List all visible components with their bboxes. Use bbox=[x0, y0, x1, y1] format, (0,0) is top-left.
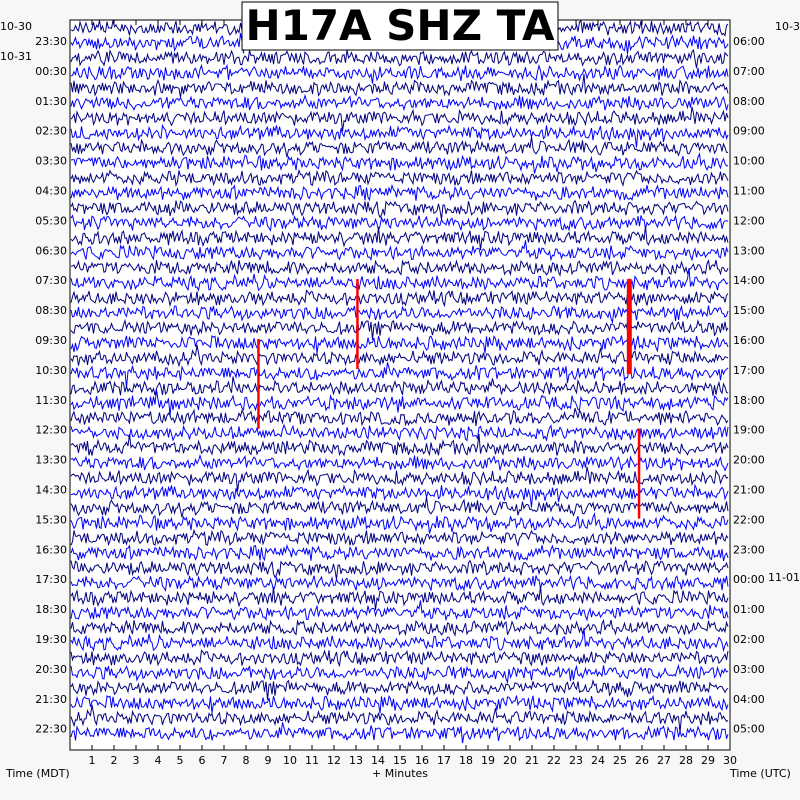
x-tick-label: 8 bbox=[242, 754, 250, 767]
left-time-label: 06:30 bbox=[35, 244, 67, 258]
x-tick-label: 17 bbox=[437, 754, 451, 767]
right-time-label: 19:00 bbox=[733, 423, 765, 437]
x-tick-label: 5 bbox=[176, 754, 184, 767]
right-time-label: 10:00 bbox=[733, 154, 765, 168]
x-tick-label: 9 bbox=[264, 754, 272, 767]
left-time-label: 22:30 bbox=[35, 722, 67, 736]
x-axis-label-left: Time (MDT) bbox=[6, 767, 70, 780]
chart-title: H17A SHZ TA bbox=[245, 1, 555, 50]
right-time-label: 02:00 bbox=[733, 633, 765, 646]
right-time-label: 06:00 bbox=[733, 35, 765, 48]
left-time-label: 12:30 bbox=[35, 423, 67, 437]
x-tick-label: 21 bbox=[525, 754, 539, 767]
x-tick-label: 10 bbox=[283, 754, 297, 767]
right-time-label: 23:00 bbox=[733, 543, 765, 557]
event-marker bbox=[627, 279, 632, 374]
left-time-label: 21:30 bbox=[35, 692, 67, 706]
left-time-label: 04:30 bbox=[35, 184, 67, 198]
x-tick-label: 30 bbox=[723, 754, 737, 767]
left-time-label: 03:30 bbox=[35, 154, 67, 168]
x-tick-label: 26 bbox=[635, 754, 649, 767]
left-time-label: 02:30 bbox=[35, 124, 67, 138]
x-tick-label: 7 bbox=[220, 754, 228, 767]
left-date-label-2: 10-31 bbox=[0, 50, 32, 63]
x-tick-label: 28 bbox=[679, 754, 693, 767]
right-date-label-2: 11-01 bbox=[768, 571, 800, 584]
right-time-label: 20:00 bbox=[733, 453, 765, 467]
x-tick-label: 16 bbox=[415, 754, 429, 767]
left-time-label: 23:30 bbox=[35, 35, 67, 48]
right-time-label: 07:00 bbox=[733, 64, 765, 78]
x-tick-label: 25 bbox=[613, 754, 627, 767]
x-tick-label: 24 bbox=[591, 754, 605, 767]
x-tick-label: 23 bbox=[569, 754, 583, 767]
right-time-label: 18:00 bbox=[733, 393, 765, 407]
right-time-label: 11:00 bbox=[733, 184, 765, 198]
right-time-label: 03:00 bbox=[733, 662, 765, 676]
right-time-label: 09:00 bbox=[733, 124, 765, 138]
x-tick-label: 1 bbox=[88, 754, 96, 767]
x-tick-label: 15 bbox=[393, 754, 407, 767]
right-time-label: 00:00 bbox=[733, 573, 765, 587]
left-time-label: 08:30 bbox=[35, 304, 67, 318]
left-time-label: 16:30 bbox=[35, 543, 67, 557]
x-tick-label: 2 bbox=[110, 754, 118, 767]
left-time-label: 13:30 bbox=[35, 453, 67, 467]
right-time-axis bbox=[733, 35, 765, 736]
x-axis-label-right: Time (UTC) bbox=[730, 767, 791, 780]
x-tick-label: 29 bbox=[701, 754, 715, 767]
left-time-axis bbox=[35, 35, 67, 736]
x-tick-label: 20 bbox=[503, 754, 517, 767]
right-time-label: 16:00 bbox=[733, 334, 765, 347]
right-time-label: 15:00 bbox=[733, 304, 765, 318]
left-time-label: 14:30 bbox=[35, 483, 67, 497]
left-time-label: 01:30 bbox=[35, 94, 67, 108]
right-time-label: 14:00 bbox=[733, 274, 765, 288]
left-time-label: 09:30 bbox=[35, 334, 67, 347]
right-time-label: 12:00 bbox=[733, 214, 765, 228]
left-date-label-1: 10-30 bbox=[0, 20, 32, 33]
right-time-label: 08:00 bbox=[733, 94, 765, 108]
event-marker bbox=[257, 339, 260, 429]
right-time-label: 17:00 bbox=[733, 363, 765, 377]
right-time-label: 22:00 bbox=[733, 513, 765, 527]
left-time-label: 00:30 bbox=[35, 64, 67, 78]
left-time-label: 05:30 bbox=[35, 214, 67, 228]
x-tick-label: 19 bbox=[481, 754, 495, 767]
x-tick-label: 6 bbox=[198, 754, 206, 767]
right-time-label: 04:00 bbox=[733, 692, 765, 706]
right-time-label: 01:00 bbox=[733, 603, 765, 617]
right-time-label: 21:00 bbox=[733, 483, 765, 497]
right-time-label: 13:00 bbox=[733, 244, 765, 258]
left-time-label: 18:30 bbox=[35, 603, 67, 617]
left-time-label: 17:30 bbox=[35, 573, 67, 587]
x-tick-label: 3 bbox=[132, 754, 140, 767]
left-time-label: 11:30 bbox=[35, 393, 67, 407]
right-time-label: 05:00 bbox=[733, 722, 765, 736]
right-date-label-1: 10-3 bbox=[775, 20, 800, 33]
left-time-label: 19:30 bbox=[35, 633, 67, 646]
event-marker bbox=[638, 429, 641, 519]
event-marker bbox=[356, 279, 359, 369]
x-tick-label: 22 bbox=[547, 754, 561, 767]
left-time-label: 20:30 bbox=[35, 662, 67, 676]
x-tick-label: 11 bbox=[305, 754, 319, 767]
x-tick-label: 13 bbox=[349, 754, 363, 767]
x-tick-label: 4 bbox=[154, 754, 162, 767]
left-time-label: 07:30 bbox=[35, 274, 67, 288]
x-tick-label: 12 bbox=[327, 754, 341, 767]
x-tick-label: 27 bbox=[657, 754, 671, 767]
x-axis-label: + Minutes bbox=[371, 767, 429, 780]
x-tick-label: 14 bbox=[371, 754, 385, 767]
left-time-label: 10:30 bbox=[35, 363, 67, 377]
left-time-label: 15:30 bbox=[35, 513, 67, 527]
x-tick-label: 18 bbox=[459, 754, 473, 767]
